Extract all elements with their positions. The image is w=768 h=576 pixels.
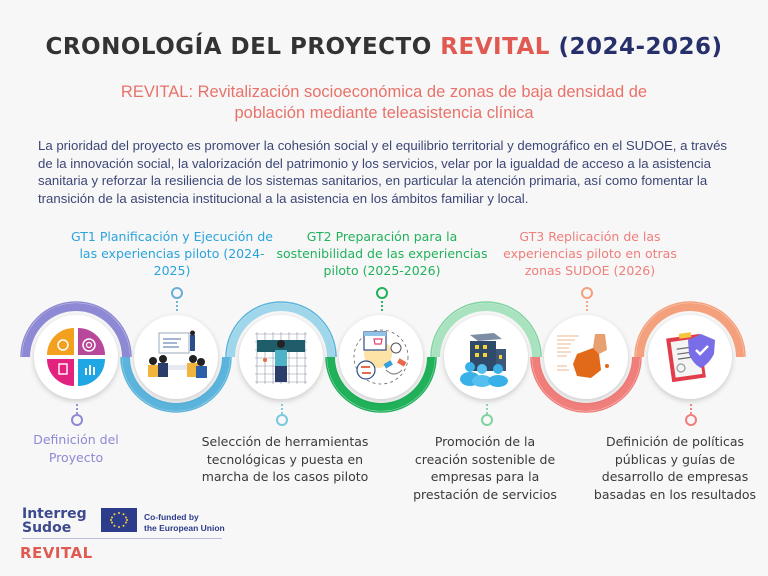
timeline-node-4 — [339, 315, 423, 399]
title-years: (2024-2026) — [549, 34, 723, 60]
cofunded-text — [144, 512, 225, 534]
building-people-icon — [456, 327, 516, 387]
timeline-node-3 — [239, 315, 323, 399]
team-meeting-icon — [143, 329, 209, 385]
spain-map-icon — [555, 332, 617, 382]
quadrant-analysis-icon — [45, 326, 107, 388]
milestone-4: Definición de políticas públicas y guías de desarrollo de empresas basadas en los resultados — [593, 434, 757, 502]
cofunded-line-2: the European Union — [144, 523, 225, 533]
ecommerce-handshake-icon — [350, 326, 412, 388]
pin-gt1 — [171, 287, 183, 299]
pin-m1 — [71, 414, 83, 426]
intro-paragraph: La prioridad del proyecto es promover la cohesión social y el equilibrio territorial y demográfico en el SUDOE, a través de la innovación social, la valorización del patrimonio y los servicios, velar por la igualdad de acceso a la asistencia sanitaria y reforzar la resiliencia de los sistemas sanitarios, en particular la atención primaria, así como fomentar la transición de la asistencia institucional a la asistencia en los ámbitos familiar y local. — [38, 138, 728, 206]
interreg-text: Interreg — [22, 506, 87, 522]
connector-m4 — [690, 403, 692, 414]
pin-m2 — [276, 414, 288, 426]
work-group-gt3: GT3 Replicación de las experiencias piloto en otras zonas SUDOE (2026) — [503, 229, 677, 278]
timeline-node-7 — [648, 315, 732, 399]
milestone-3: Promoción de la creación sostenible de empresas para la prestación de servicios — [413, 434, 557, 502]
subtitle — [80, 82, 688, 124]
revital-logo: REVITAL — [20, 544, 93, 562]
sudoe-text: Sudoe — [22, 520, 72, 536]
connector-m3 — [486, 403, 488, 414]
page-title — [0, 34, 768, 60]
work-group-gt2: GT2 Preparación para la sostenibilidad de las experiencias piloto (2025-2026) — [276, 229, 488, 278]
connector-m1 — [76, 403, 78, 414]
pin-m4 — [685, 414, 697, 426]
cofunded-line-1: Co-funded by — [144, 512, 199, 522]
footer-divider — [22, 538, 222, 539]
title-main: CRONOLOGÍA DEL PROYECTO — [45, 34, 441, 60]
work-group-gt1: GT1 Planificación y Ejecución de las experiencias piloto (2024-2025) — [71, 229, 273, 278]
timeline-node-6 — [544, 315, 628, 399]
pin-gt3 — [581, 287, 593, 299]
eu-flag-icon — [101, 508, 137, 532]
subtitle-line-2: población mediante teleasistencia clínica — [234, 104, 534, 122]
pin-gt2 — [376, 287, 388, 299]
title-highlight: REVITAL — [440, 34, 550, 60]
milestone-1: Definición del Proyecto — [33, 432, 119, 465]
timeline-node-1 — [34, 315, 118, 399]
interreg-sudoe-logo — [22, 507, 87, 535]
clipboard-shield-icon — [661, 328, 719, 386]
connector-m2 — [281, 403, 283, 414]
timeline-node-2 — [134, 315, 218, 399]
pin-m3 — [481, 414, 493, 426]
timeline-node-5 — [444, 315, 528, 399]
milestone-2: Selección de herramientas tecnológicas y puesta en marcha de los casos piloto — [201, 434, 369, 484]
vr-headset-person-icon — [253, 328, 309, 386]
subtitle-line-1: REVITAL: Revitalización socioeconómica de zonas de baja densidad de — [120, 83, 648, 101]
